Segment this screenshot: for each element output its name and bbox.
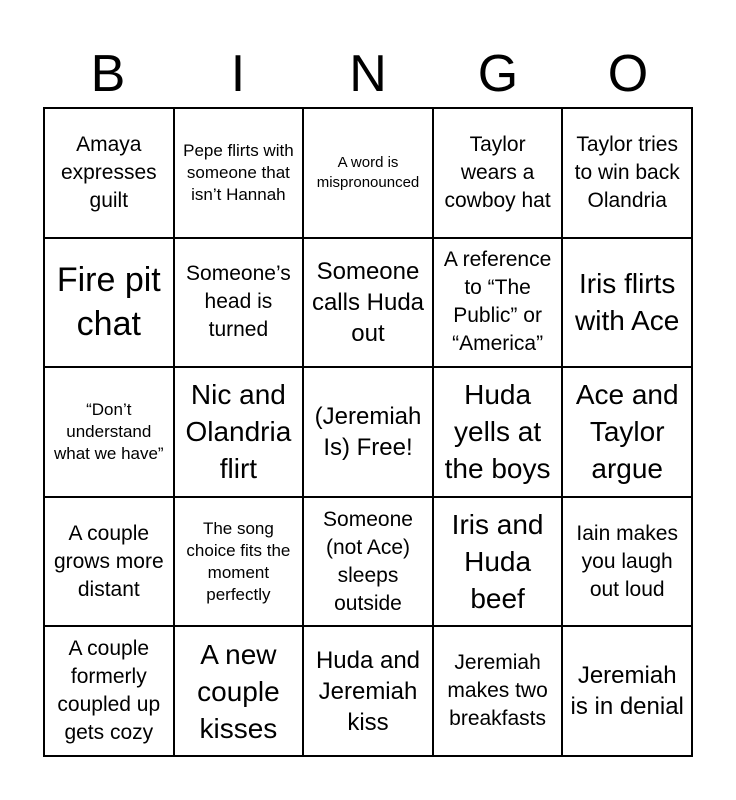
bingo-cell-2-2[interactable]: [174, 238, 304, 368]
header-letter-b: B: [90, 45, 126, 103]
cell-text: Someone (not Ace) sleeps outside: [323, 507, 413, 615]
bingo-cell-3-5[interactable]: [562, 367, 692, 497]
cell-text: Jeremiah is in denial: [570, 662, 684, 721]
cell-text: A couple grows more distant: [53, 521, 164, 601]
bingo-cell-3-2[interactable]: [174, 367, 304, 497]
bingo-cell-5-4[interactable]: [433, 626, 563, 756]
bingo-cell-3-3[interactable]: [303, 367, 433, 497]
cell-text: Jeremiah makes two breakfasts: [447, 651, 548, 731]
bingo-cell-3-4[interactable]: [433, 367, 563, 497]
cell-text: Iris and Huda beef: [451, 509, 544, 615]
cell-text: The song choice fits the moment perfectly: [186, 518, 291, 604]
cell-text: Huda yells at the boys: [444, 379, 551, 485]
cell-text: Huda and Jeremiah kiss: [315, 646, 421, 736]
bingo-cell-5-2[interactable]: [174, 626, 304, 756]
cell-text: A couple formerly coupled up gets cozy: [57, 637, 161, 745]
header-letter-i: I: [230, 45, 246, 103]
bingo-cell-4-3[interactable]: [303, 497, 433, 627]
header-letter-n: N: [349, 45, 387, 103]
bingo-cell-5-3[interactable]: [303, 626, 433, 756]
bingo-cell-1-5[interactable]: [562, 108, 692, 238]
cell-text: “Don’t understand what we have”: [53, 399, 164, 463]
bingo-cell-1-2[interactable]: [174, 108, 304, 238]
bingo-cell-1-1[interactable]: [44, 108, 174, 238]
cell-text: A new couple kisses: [197, 638, 280, 744]
cell-text: Ace and Taylor argue: [575, 379, 679, 485]
bingo-cell-2-1[interactable]: [44, 238, 174, 368]
cell-text: Fire pit chat: [56, 261, 161, 344]
cell-text: A word is mispronounced: [316, 153, 420, 191]
bingo-cell-4-4[interactable]: [433, 497, 563, 627]
cell-text: Nic and Olandria flirt: [185, 379, 292, 485]
bingo-cell-2-4[interactable]: [433, 238, 563, 368]
bingo-cell-5-5[interactable]: [562, 626, 692, 756]
bingo-cell-2-5[interactable]: [562, 238, 692, 368]
cell-text: Pepe flirts with someone that isn’t Hannah: [183, 140, 294, 204]
cell-text: Amaya expresses guilt: [60, 132, 157, 212]
cell-text: (Jeremiah Is) Free!: [314, 402, 422, 461]
bingo-cell-5-1[interactable]: [44, 626, 174, 756]
bingo-cell-4-1[interactable]: [44, 497, 174, 627]
bingo-cell-4-2[interactable]: [174, 497, 304, 627]
bingo-grid: [43, 107, 693, 757]
bingo-cell-2-3[interactable]: [303, 238, 433, 368]
cell-text: Taylor wears a cowboy hat: [444, 132, 551, 212]
cell-text: Iris flirts with Ace: [575, 268, 680, 337]
cell-text: A reference to “The Public” or “America”: [443, 248, 552, 356]
bingo-cell-1-3[interactable]: [303, 108, 433, 238]
cell-text: Someone calls Huda out: [311, 257, 425, 347]
header-letter-g: G: [477, 45, 519, 103]
bingo-cell-4-5[interactable]: [562, 497, 692, 627]
header-letter-o: O: [607, 45, 649, 103]
cell-text: Taylor tries to win back Olandria: [574, 132, 680, 212]
cell-text: Iain makes you laugh out loud: [576, 521, 678, 601]
bingo-header: [43, 40, 693, 108]
bingo-cell-1-4[interactable]: [433, 108, 563, 238]
cell-text: Someone’s head is turned: [186, 262, 291, 342]
bingo-cell-3-1[interactable]: [44, 367, 174, 497]
